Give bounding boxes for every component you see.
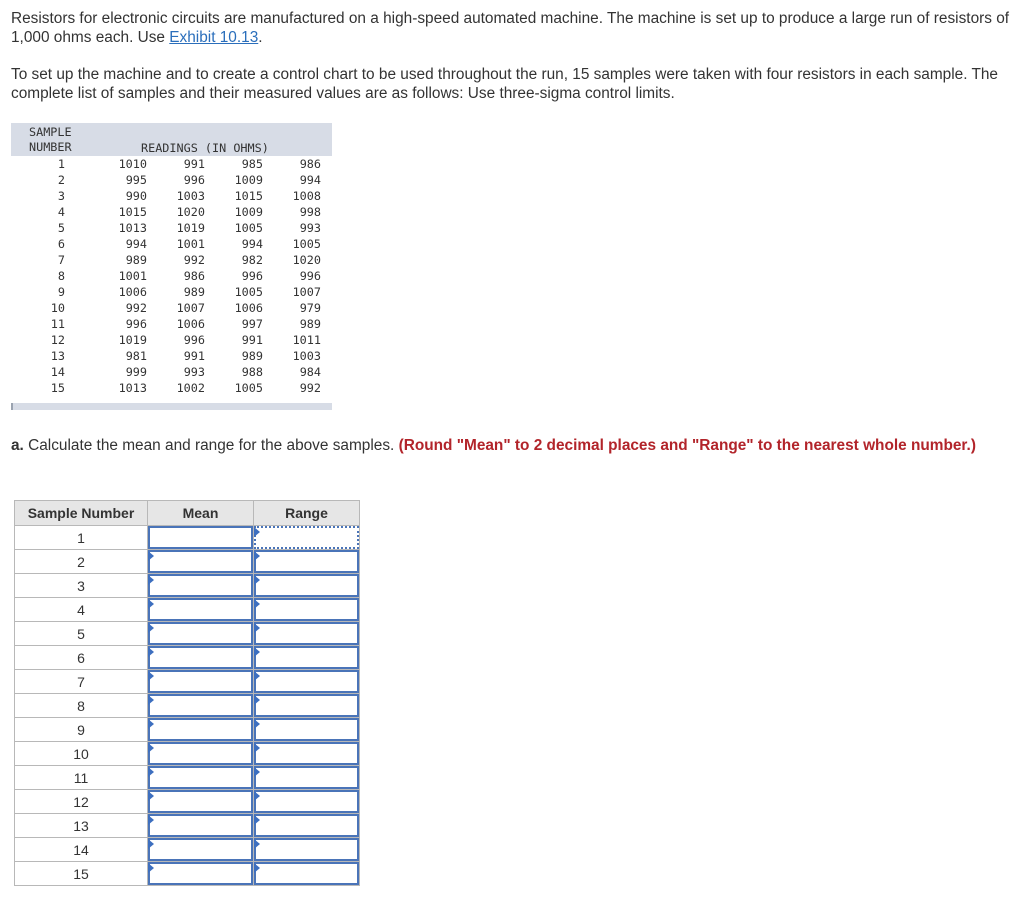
input-marker-icon <box>254 551 260 561</box>
input-marker-icon <box>148 791 154 801</box>
header-sample-number: Sample Number <box>15 501 148 526</box>
exhibit-row <box>11 284 332 300</box>
question-label: a. <box>11 437 24 454</box>
exhibit-reading: 995 <box>125 173 147 187</box>
exhibit-reading: 996 <box>183 173 205 187</box>
exhibit-row <box>11 380 332 396</box>
range-cell <box>254 814 360 838</box>
mean-cell <box>148 622 254 646</box>
input-marker-icon <box>254 575 260 585</box>
exhibit-reading: 979 <box>299 301 321 315</box>
exhibit-row <box>11 252 332 268</box>
exhibit-reading: 1007 <box>292 285 321 299</box>
range-input[interactable] <box>254 838 359 861</box>
exhibit-reading: 1009 <box>234 173 263 187</box>
exhibit-reading: 984 <box>299 365 321 379</box>
exhibit-reading: 993 <box>299 221 321 235</box>
exhibit-reading: 999 <box>125 365 147 379</box>
input-marker-icon <box>254 815 260 825</box>
mean-cell <box>148 814 254 838</box>
mean-cell <box>148 550 254 574</box>
exhibit-reading: 991 <box>183 349 205 363</box>
exhibit-reading: 1013 <box>118 221 147 235</box>
range-cell <box>254 526 360 550</box>
answer-row <box>15 790 360 814</box>
exhibit-sample-number: 12 <box>50 333 65 347</box>
answer-table <box>14 500 360 886</box>
exhibit-reading: 988 <box>241 365 263 379</box>
intro-text: Resistors for electronic circuits are manufactured on a high-speed automated machine. The machine is set up to produce a large run of resistors of 1,000 ohms each. Use <box>11 10 1010 46</box>
mean-input[interactable] <box>148 598 253 621</box>
answer-row <box>15 670 360 694</box>
answer-row <box>15 622 360 646</box>
answer-sample-number: 7 <box>15 670 148 694</box>
exhibit-sample-number: 4 <box>57 205 65 219</box>
range-input[interactable] <box>254 574 359 597</box>
mean-cell <box>148 718 254 742</box>
exhibit-sample-number: 3 <box>57 189 65 203</box>
answer-row <box>15 862 360 886</box>
exhibit-reading: 994 <box>299 173 321 187</box>
mean-cell <box>148 694 254 718</box>
answer-row <box>15 574 360 598</box>
exhibit-reading: 996 <box>241 269 263 283</box>
exhibit-row <box>11 268 332 284</box>
exhibit-sample-number: 7 <box>57 253 65 267</box>
range-input[interactable] <box>254 718 359 741</box>
exhibit-reading: 992 <box>299 381 321 395</box>
exhibit-reading: 1003 <box>176 189 205 203</box>
exhibit-reading: 1007 <box>176 301 205 315</box>
answer-row <box>15 550 360 574</box>
answer-sample-number: 14 <box>15 838 148 862</box>
exhibit-sample-number: 11 <box>50 317 65 331</box>
exhibit-reading: 1001 <box>118 269 147 283</box>
input-marker-icon <box>254 791 260 801</box>
mean-cell <box>148 838 254 862</box>
exhibit-sample-number: 5 <box>57 221 65 235</box>
mean-input[interactable] <box>148 742 253 765</box>
exhibit-reading: 1020 <box>176 205 205 219</box>
input-marker-icon <box>148 623 154 633</box>
question-a <box>11 436 1011 455</box>
header-mean: Mean <box>148 501 254 526</box>
exhibit-reading: 992 <box>125 301 147 315</box>
exhibit-reading: 981 <box>125 349 147 363</box>
exhibit-row <box>11 156 332 172</box>
input-marker-icon <box>254 647 260 657</box>
rounding-hint: (Round "Mean" to 2 decimal places and "Range" to the nearest whole number.) <box>398 437 976 454</box>
range-cell <box>254 574 360 598</box>
input-marker-icon <box>254 719 260 729</box>
exhibit-reading: 1015 <box>118 205 147 219</box>
input-marker-icon <box>148 767 154 777</box>
exhibit-reading: 992 <box>183 253 205 267</box>
exhibit-row <box>11 316 332 332</box>
exhibit-reading: 1020 <box>292 253 321 267</box>
input-marker-icon <box>148 671 154 681</box>
exhibit-reading: 1015 <box>234 189 263 203</box>
range-cell <box>254 694 360 718</box>
exhibit-sample-number: 14 <box>50 365 65 379</box>
exhibit-reading: 1019 <box>118 333 147 347</box>
exhibit-footer-band <box>11 403 332 410</box>
exhibit-row <box>11 220 332 236</box>
range-cell <box>254 766 360 790</box>
exhibit-reading: 1008 <box>292 189 321 203</box>
exhibit-row <box>11 236 332 252</box>
exhibit-reading: 994 <box>125 237 147 251</box>
exhibit-reading: 989 <box>183 285 205 299</box>
exhibit-reading: 996 <box>299 269 321 283</box>
answer-sample-number: 6 <box>15 646 148 670</box>
exhibit-data-table <box>11 123 332 410</box>
input-marker-icon <box>148 719 154 729</box>
range-cell <box>254 790 360 814</box>
input-marker-icon <box>148 575 154 585</box>
range-cell <box>254 622 360 646</box>
range-input[interactable] <box>254 622 359 645</box>
range-input[interactable] <box>254 862 359 885</box>
answer-sample-number: 8 <box>15 694 148 718</box>
exhibit-sample-number: 9 <box>57 285 65 299</box>
input-marker-icon <box>254 671 260 681</box>
answer-sample-number: 2 <box>15 550 148 574</box>
exhibit-reading: 1019 <box>176 221 205 235</box>
exhibit-sample-number: 2 <box>57 173 65 187</box>
answer-row <box>15 598 360 622</box>
range-input[interactable] <box>254 598 359 621</box>
answer-sample-number: 13 <box>15 814 148 838</box>
exhibit-reading: 994 <box>241 237 263 251</box>
exhibit-reading: 985 <box>241 157 263 171</box>
mean-cell <box>148 766 254 790</box>
mean-input[interactable] <box>148 694 253 717</box>
mean-input[interactable] <box>148 574 253 597</box>
range-input[interactable] <box>254 550 359 573</box>
input-marker-icon <box>148 743 154 753</box>
answer-row <box>15 694 360 718</box>
exhibit-sample-number: 10 <box>50 301 65 315</box>
input-marker-icon <box>254 839 260 849</box>
range-input[interactable] <box>254 742 359 765</box>
exhibit-header-readings: READINGS (IN OHMS) <box>141 141 269 155</box>
mean-cell <box>148 790 254 814</box>
answer-sample-number: 1 <box>15 526 148 550</box>
answer-sample-number: 3 <box>15 574 148 598</box>
range-cell <box>254 862 360 886</box>
mean-input[interactable] <box>148 646 253 669</box>
exhibit-reading: 989 <box>125 253 147 267</box>
exhibit-row <box>11 172 332 188</box>
mean-input[interactable] <box>148 766 253 789</box>
exhibit-reading: 997 <box>241 317 263 331</box>
mean-cell <box>148 646 254 670</box>
exhibit-reading: 982 <box>241 253 263 267</box>
exhibit-sample-number: 15 <box>50 381 65 395</box>
mean-input[interactable] <box>148 526 253 549</box>
exhibit-reading: 989 <box>241 349 263 363</box>
answer-row <box>15 742 360 766</box>
exhibit-reading: 1003 <box>292 349 321 363</box>
exhibit-row <box>11 364 332 380</box>
input-marker-icon <box>148 695 154 705</box>
input-marker-icon <box>148 815 154 825</box>
answer-body <box>15 526 360 886</box>
input-marker-icon <box>254 863 260 873</box>
input-marker-icon <box>148 599 154 609</box>
exhibit-reading: 991 <box>241 333 263 347</box>
exhibit-header-sample: SAMPLE NUMBER <box>29 125 72 154</box>
exhibit-reading: 986 <box>299 157 321 171</box>
mean-input[interactable] <box>148 718 253 741</box>
range-cell <box>254 838 360 862</box>
exhibit-reading: 1009 <box>234 205 263 219</box>
exhibit-reading: 993 <box>183 365 205 379</box>
mean-input[interactable] <box>148 862 253 885</box>
exhibit-reading: 1001 <box>176 237 205 251</box>
range-cell <box>254 646 360 670</box>
question-text: Calculate the mean and range for the above samples. <box>23 437 399 454</box>
answer-row <box>15 646 360 670</box>
input-marker-icon <box>148 551 154 561</box>
exhibit-sample-number: 13 <box>50 349 65 363</box>
answer-row <box>15 766 360 790</box>
input-marker-icon <box>254 695 260 705</box>
range-input[interactable] <box>254 526 359 549</box>
mean-cell <box>148 670 254 694</box>
header-range: Range <box>254 501 360 526</box>
range-cell <box>254 718 360 742</box>
exhibit-row <box>11 188 332 204</box>
exhibit-reading: 989 <box>299 317 321 331</box>
exhibit-reading: 991 <box>183 157 205 171</box>
answer-sample-number: 10 <box>15 742 148 766</box>
range-input[interactable] <box>254 814 359 837</box>
answer-sample-number: 15 <box>15 862 148 886</box>
range-cell <box>254 742 360 766</box>
answer-sample-number: 12 <box>15 790 148 814</box>
exhibit-reading: 1013 <box>118 381 147 395</box>
exhibit-reading: 1011 <box>292 333 321 347</box>
exhibit-reading: 1005 <box>234 285 263 299</box>
exhibit-reading: 986 <box>183 269 205 283</box>
exhibit-reading: 1010 <box>118 157 147 171</box>
mean-cell <box>148 526 254 550</box>
exhibit-row <box>11 332 332 348</box>
exhibit-link[interactable]: Exhibit 10.13 <box>169 28 259 46</box>
answer-row <box>15 526 360 550</box>
exhibit-reading: 1006 <box>176 317 205 331</box>
mean-input[interactable] <box>148 838 253 861</box>
range-input[interactable] <box>254 646 359 669</box>
mean-cell <box>148 574 254 598</box>
mean-input[interactable] <box>148 790 253 813</box>
answer-row <box>15 838 360 862</box>
answer-sample-number: 9 <box>15 718 148 742</box>
answer-sample-number: 11 <box>15 766 148 790</box>
input-marker-icon <box>254 599 260 609</box>
input-marker-icon <box>254 623 260 633</box>
input-marker-icon <box>254 527 260 537</box>
mean-input[interactable] <box>148 814 253 837</box>
answer-header-row <box>15 501 360 526</box>
intro-paragraph <box>11 10 1016 47</box>
input-marker-icon <box>254 767 260 777</box>
range-cell <box>254 598 360 622</box>
mean-input[interactable] <box>148 622 253 645</box>
mean-cell <box>148 598 254 622</box>
mean-cell <box>148 862 254 886</box>
answer-sample-number: 5 <box>15 622 148 646</box>
exhibit-reading: 998 <box>299 205 321 219</box>
mean-input[interactable] <box>148 550 253 573</box>
range-input[interactable] <box>254 790 359 813</box>
exhibit-reading: 1005 <box>234 221 263 235</box>
exhibit-row <box>11 204 332 220</box>
exhibit-reading: 1005 <box>234 381 263 395</box>
exhibit-reading: 1006 <box>118 285 147 299</box>
input-marker-icon <box>148 863 154 873</box>
intro-text-end: . <box>258 28 263 46</box>
exhibit-reading: 1002 <box>176 381 205 395</box>
answer-row <box>15 718 360 742</box>
exhibit-reading: 996 <box>183 333 205 347</box>
exhibit-row <box>11 348 332 364</box>
exhibit-sample-number: 1 <box>57 157 65 171</box>
exhibit-sample-number: 6 <box>57 237 65 251</box>
mean-input[interactable] <box>148 670 253 693</box>
answer-row <box>15 814 360 838</box>
range-input[interactable] <box>254 694 359 717</box>
range-cell <box>254 550 360 574</box>
exhibit-row <box>11 300 332 316</box>
input-marker-icon <box>148 647 154 657</box>
input-marker-icon <box>148 839 154 849</box>
input-marker-icon <box>254 743 260 753</box>
exhibit-reading: 990 <box>125 189 147 203</box>
exhibit-sample-number: 8 <box>57 269 65 283</box>
range-input[interactable] <box>254 766 359 789</box>
exhibit-reading: 1005 <box>292 237 321 251</box>
answer-sample-number: 4 <box>15 598 148 622</box>
exhibit-reading: 1006 <box>234 301 263 315</box>
range-input[interactable] <box>254 670 359 693</box>
setup-paragraph: To set up the machine and to create a control chart to be used throughout the run, 15 samples were taken with four resistors in each sample. The complete list of samples and their measured values are as follows: Use three-sigma control limits. <box>11 66 998 102</box>
exhibit-reading: 996 <box>125 317 147 331</box>
range-cell <box>254 670 360 694</box>
mean-cell <box>148 742 254 766</box>
